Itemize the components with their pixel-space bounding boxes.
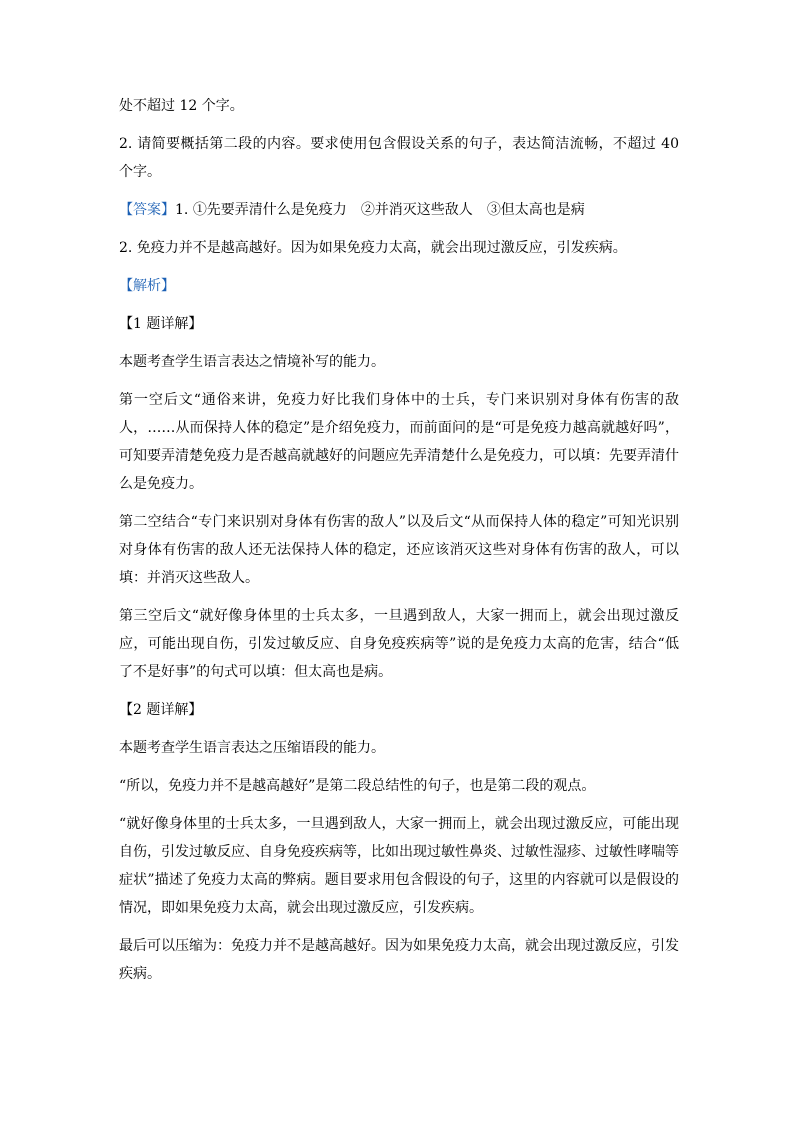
answer-1-a: ①先要弄清什么是免疫力 (192, 202, 347, 218)
q1-paragraph-3: 第三空后文“就好像身体里的士兵太多，一旦遇到敌人，大家一拥而上，就会出现过激反应，可能出现自伤，引发过敏反应、自身免疫疾病等”说的是免疫力太高的危害，结合“低了不是好事”的句式可以填：但太高也是病。 (119, 608, 679, 680)
q2-detail-heading: 【2 题详解】 (119, 702, 203, 718)
q1-paragraph-2: 第二空结合“专门来识别对身体有伤害的敌人”以及后文“从而保持人体的稳定”可知光识别对身体有伤害的敌人还无法保持人体的稳定，还应该消灭这些对身体有伤害的敌人，可以填：并消灭这些敌人。 (119, 514, 679, 586)
q1-intro: 本题考查学生语言表达之情境补写的能力。 (119, 354, 385, 370)
answer-1-prefix: 1. (175, 202, 193, 218)
answer-line-1 (119, 196, 679, 224)
question-1-tail: 处不超过 12 个字。 (119, 98, 244, 114)
analysis-heading (119, 272, 679, 300)
question-2-prompt: 2. 请简要概括第二段的内容。要求使用包含假设关系的句子，表达简洁流畅，不超过 40 个字。 (119, 136, 679, 180)
q1-detail-heading: 【1 题详解】 (119, 316, 203, 332)
answer-tag: 【答案】 (119, 202, 175, 218)
analysis-tag: 【解析】 (119, 278, 175, 294)
q2-paragraph-3: 最后可以压缩为：免疫力并不是越高越好。因为如果免疫力太高，就会出现过激反应，引发疾病。 (119, 938, 679, 982)
q2-paragraph-2: “就好像身体里的士兵太多，一旦遇到敌人，大家一拥而上，就会出现过激反应，可能出现自伤，引发过敏反应、自身免疫疾病等，比如出现过敏性鼻炎、过敏性湿疹、过敏性哮喘等症状”描述了免疫力太高的弊病。题目要求用包含假设的句子，这里的内容就可以是假设的情况，即如果免疫力太高，就会出现过激反应，引发疾病。 (119, 816, 679, 916)
answer-1-c: ③但太高也是病 (486, 202, 585, 218)
answer-1-b: ②并消灭这些敌人 (360, 202, 473, 218)
document-page (119, 92, 679, 998)
q1-paragraph-1: 第一空后文“通俗来讲，免疫力好比我们身体中的士兵，专门来识别对身体有伤害的敌人，……从而保持人体的稳定”是介绍免疫力，而前面问的是“可是免疫力越高就越好吗”，可知要弄清楚免疫力是否越高就越好的问题应先弄清楚什么是免疫力，可以填：先要弄清什么是免疫力。 (119, 392, 679, 492)
q2-paragraph-1: “所以，免疫力并不是越高越好”是第二段总结性的句子，也是第二段的观点。 (119, 778, 596, 794)
answer-line-2: 2. 免疫力并不是越高越好。因为如果免疫力太高，就会出现过激反应，引发疾病。 (119, 240, 627, 256)
q2-intro: 本题考查学生语言表达之压缩语段的能力。 (119, 740, 385, 756)
